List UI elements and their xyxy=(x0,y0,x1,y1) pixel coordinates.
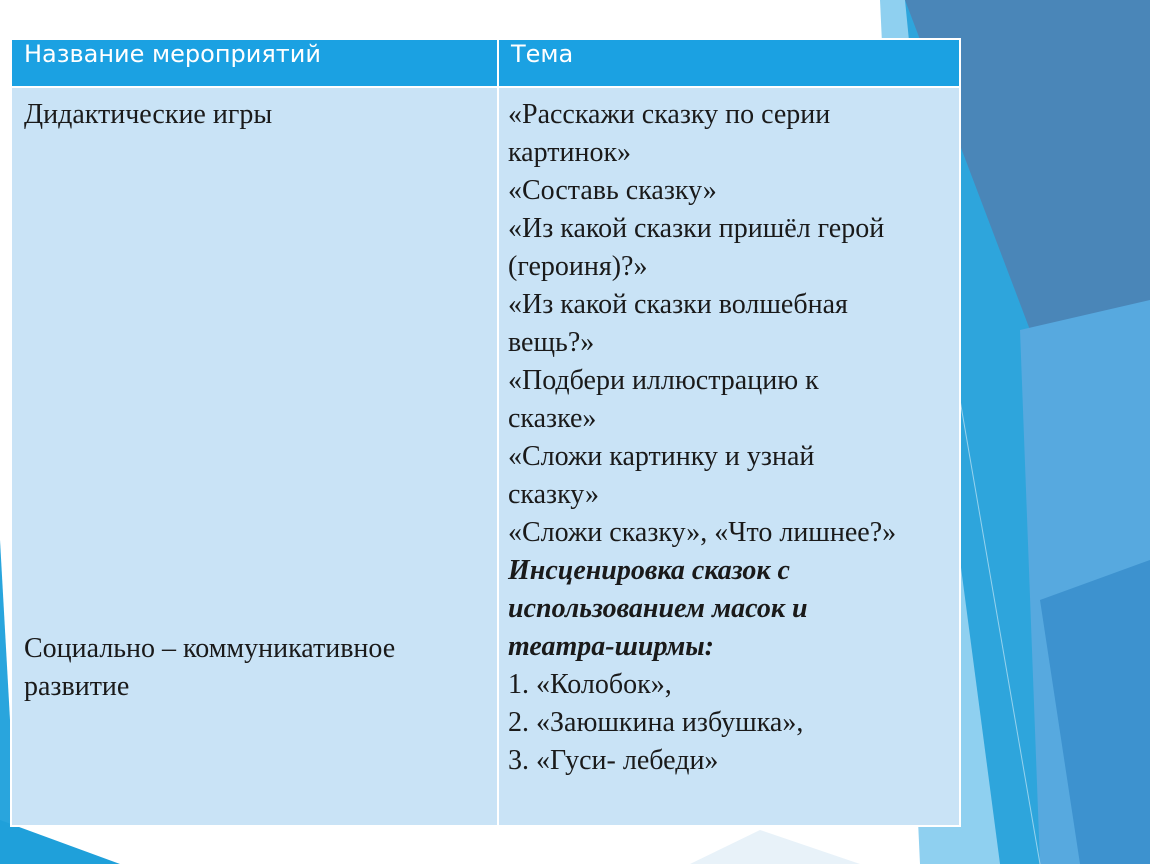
staging-heading-line: Инсценировка сказок с xyxy=(508,555,790,586)
table-header-row xyxy=(11,39,960,87)
staging-heading-line: театра-ширмы: xyxy=(508,631,715,662)
theme-line: «Из какой сказки пришёл герой xyxy=(508,213,885,244)
theme-line: «Составь сказку» xyxy=(508,175,717,206)
theme-line: «Сложи картинку и узнай xyxy=(508,441,815,472)
theme-line: «Подбери иллюстрацию к xyxy=(508,365,819,396)
theme-line: картинок» xyxy=(508,137,632,168)
theme-cell xyxy=(498,87,960,826)
bg-shape-bottom-mid xyxy=(690,830,860,864)
header-events: Название мероприятий xyxy=(11,39,498,87)
theme-line: «Из какой сказки волшебная xyxy=(508,289,848,320)
theme-line: сказку» xyxy=(508,479,599,510)
header-theme: Тема xyxy=(498,39,960,87)
staging-list-item: 1. «Колобок», xyxy=(508,669,672,700)
event-social-development: Социально – коммуникативное развитие xyxy=(24,633,396,702)
staging-list-item: 2. «Заюшкина избушка», xyxy=(508,707,804,738)
table-row xyxy=(11,87,960,826)
events-cell xyxy=(11,87,498,826)
theme-line: вещь?» xyxy=(508,327,595,358)
theme-line: «Сложи сказку», «Что лишнее?» xyxy=(508,517,897,548)
staging-heading-line: использованием масок и xyxy=(508,593,808,624)
event-didactic-games: Дидактические игры xyxy=(24,99,273,130)
theme-line: сказке» xyxy=(508,403,597,434)
events-table xyxy=(10,38,961,827)
theme-line: (героиня)?» xyxy=(508,251,648,282)
staging-list-item: 3. «Гуси- лебеди» xyxy=(508,745,719,776)
theme-line: «Расскажи сказку по серии xyxy=(508,99,831,130)
